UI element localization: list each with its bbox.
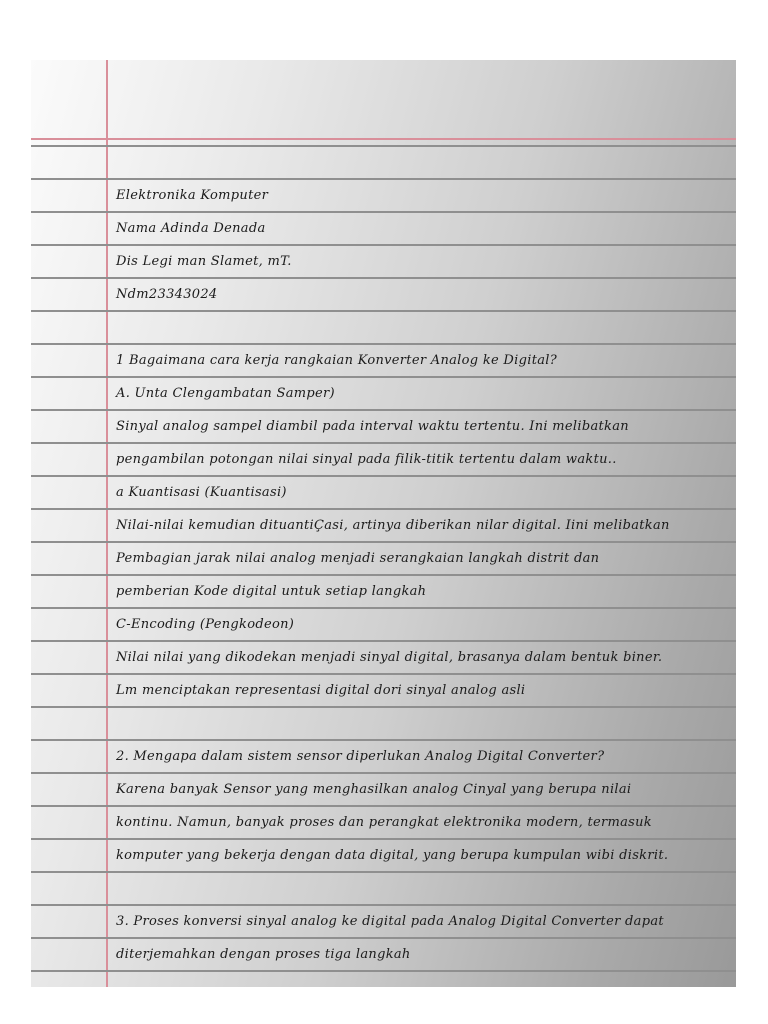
text-line: 1 Bagaimana cara kerja rangkaian Konverter Analog ke Digital?	[116, 353, 557, 368]
text-line: pemberian Kode digital untuk setiap langkah	[116, 584, 427, 599]
ruled-line	[31, 805, 736, 807]
ruled-line	[31, 541, 736, 543]
ruled-line	[31, 145, 736, 147]
text-line: Nilai-nilai kemudian dituantiÇasi, artinya diberikan nilar digital. Iini melibatkan	[116, 518, 670, 533]
text-line: Ndm23343024	[116, 287, 218, 302]
text-line: komputer yang bekerja dengan data digital, yang berupa kumpulan wibi diskrit.	[116, 848, 669, 863]
ruled-line	[31, 409, 736, 411]
text-line: a Kuantisasi (Kuantisasi)	[116, 485, 287, 500]
text-line: C-Encoding (Pengkodeon)	[116, 617, 295, 632]
text-line: Elektronika Komputer	[116, 188, 269, 203]
text-line: Dis Legi man Slamet, mT.	[116, 254, 292, 269]
ruled-line	[31, 376, 736, 378]
ruled-line	[31, 475, 736, 477]
left-margin-line	[106, 60, 108, 987]
text-line: Nilai nilai yang dikodekan menjadi sinyal digital, brasanya dalam bentuk biner.	[116, 650, 663, 665]
ruled-line	[31, 937, 736, 939]
ruled-line	[31, 178, 736, 180]
ruled-line	[31, 244, 736, 246]
text-line: Sinyal analog sampel diambil pada interval waktu tertentu. Ini melibatkan	[116, 419, 629, 434]
text-line: pengambilan potongan nilai sinyal pada filik-titik tertentu dalam waktu..	[116, 452, 617, 467]
ruled-line	[31, 607, 736, 609]
ruled-line	[31, 640, 736, 642]
ruled-line	[31, 442, 736, 444]
ruled-line	[31, 508, 736, 510]
notebook-paper	[31, 60, 736, 987]
text-line: A. Unta Clengambatan Samper)	[116, 386, 335, 401]
ruled-line	[31, 277, 736, 279]
ruled-line	[31, 772, 736, 774]
text-line: Nama Adinda Denada	[116, 221, 266, 236]
ruled-line	[31, 706, 736, 708]
text-line: Karena banyak Sensor yang menghasilkan analog Cinyal yang berupa nilai	[116, 782, 632, 797]
ruled-line	[31, 211, 736, 213]
ruled-line	[31, 904, 736, 906]
ruled-line	[31, 574, 736, 576]
ruled-line	[31, 838, 736, 840]
text-line: Lm menciptakan representasi digital dori sinyal analog asli	[116, 683, 526, 698]
ruled-line	[31, 673, 736, 675]
ruled-line	[31, 970, 736, 972]
text-line: 3. Proses konversi sinyal analog ke digital pada Analog Digital Converter dapat	[116, 914, 664, 929]
ruled-line	[31, 871, 736, 873]
text-line: Pembagian jarak nilai analog menjadi serangkaian langkah distrit dan	[116, 551, 600, 566]
ruled-line	[31, 739, 736, 741]
text-line: 2. Mengapa dalam sistem sensor diperlukan Analog Digital Converter?	[116, 749, 605, 764]
text-line: diterjemahkan dengan proses tiga langkah	[116, 947, 411, 962]
top-margin-line	[31, 138, 736, 140]
text-line: kontinu. Namun, banyak proses dan perangkat elektronika modern, termasuk	[116, 815, 652, 830]
ruled-line	[31, 310, 736, 312]
ruled-line	[31, 343, 736, 345]
